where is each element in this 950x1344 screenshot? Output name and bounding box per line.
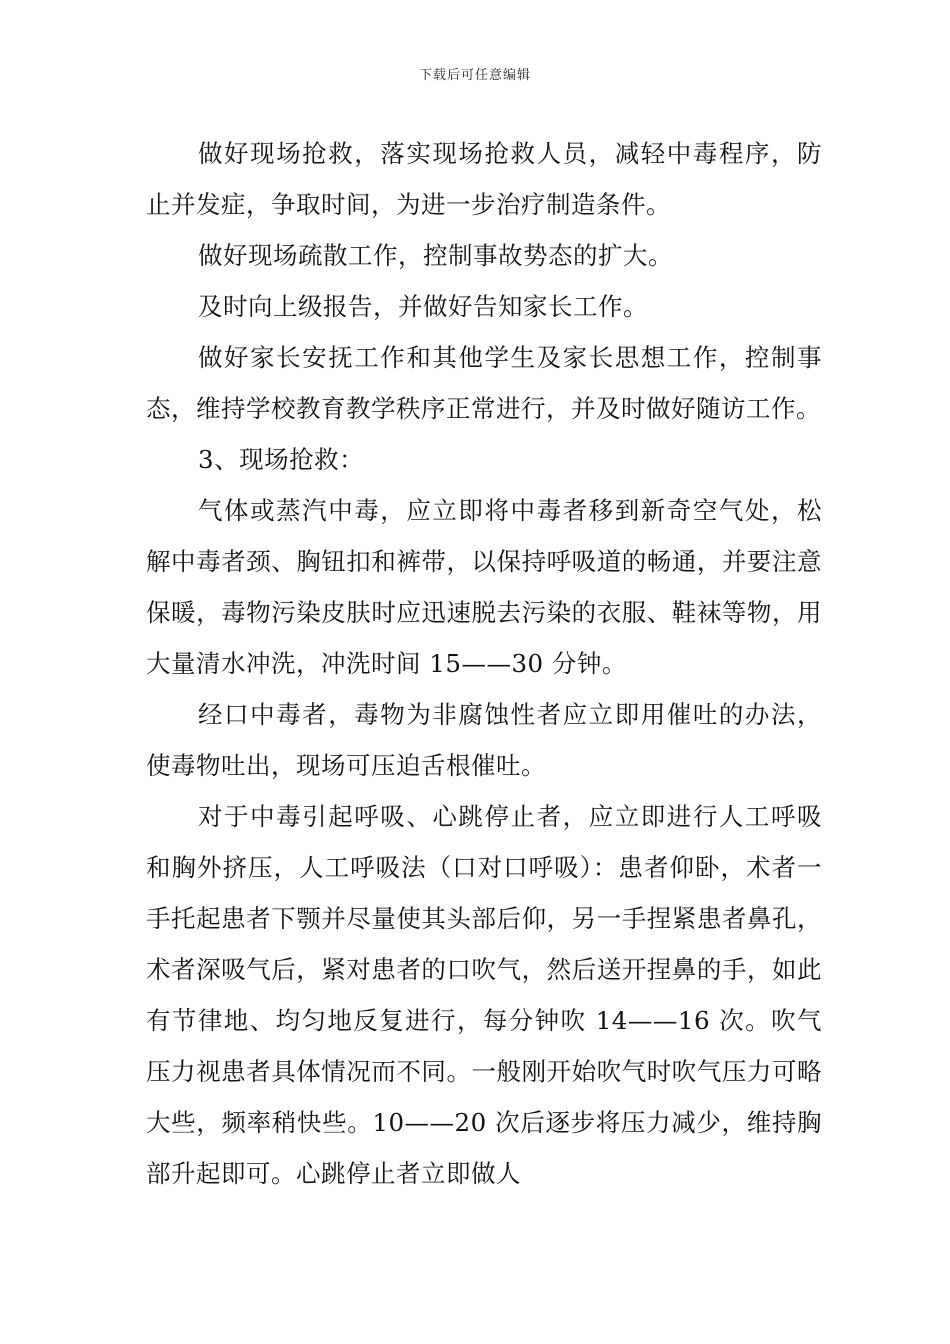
paragraph: 对于中毒引起呼吸、心跳停止者，应立即进行人工呼吸和胸外挤压，人工呼吸法（口对口呼吸）：患者仰卧，术者一手托起患者下颚并尽量使其头部后仰，另一手捏紧患者鼻孔，术者深吸气后，紧对患者的口吹气，然后送开捏鼻的手，如此有节律地、均匀地反复进行，每分钟吹 14——16 次。吹气压力视患者具体情况而不同。一般刚开始吹气时吹气压力可略大些，频率稍快些。10——20 次后逐步将压力减少，维持胸部升起即可。心跳停止者立即做人 [146, 802, 822, 1188]
document-body [146, 128, 822, 1199]
paragraph: 做好现场疏散工作，控制事故势态的扩大。 [198, 241, 673, 270]
paragraph: 及时向上级报告，并做好告知家长工作。 [198, 292, 648, 321]
paragraph: 气体或蒸汽中毒，应立即将中毒者移到新奇空气处，松解中毒者颈、胸钮扣和裤带，以保持呼吸道的畅通，并要注意保暖，毒物污染皮肤时应迅速脱去污染的衣服、鞋袜等物，用大量清水冲洗，冲洗时间 15——30 分钟。 [146, 496, 822, 678]
paragraph: 做好家长安抚工作和其他学生及家长思想工作，控制事态，维持学校教育教学秩序正常进行，并及时做好随访工作。 [146, 343, 822, 423]
paragraph: 经口中毒者，毒物为非腐蚀性者应立即用催吐的办法，使毒物吐出，现场可压迫舌根催吐。 [146, 700, 822, 780]
section-heading: 3、现场抢救： [198, 445, 365, 474]
paragraph: 做好现场抢救，落实现场抢救人员，减轻中毒程序，防止并发症，争取时间，为进一步治疗制造条件。 [146, 139, 822, 219]
page-header: 下载后可任意编辑 [418, 68, 531, 83]
